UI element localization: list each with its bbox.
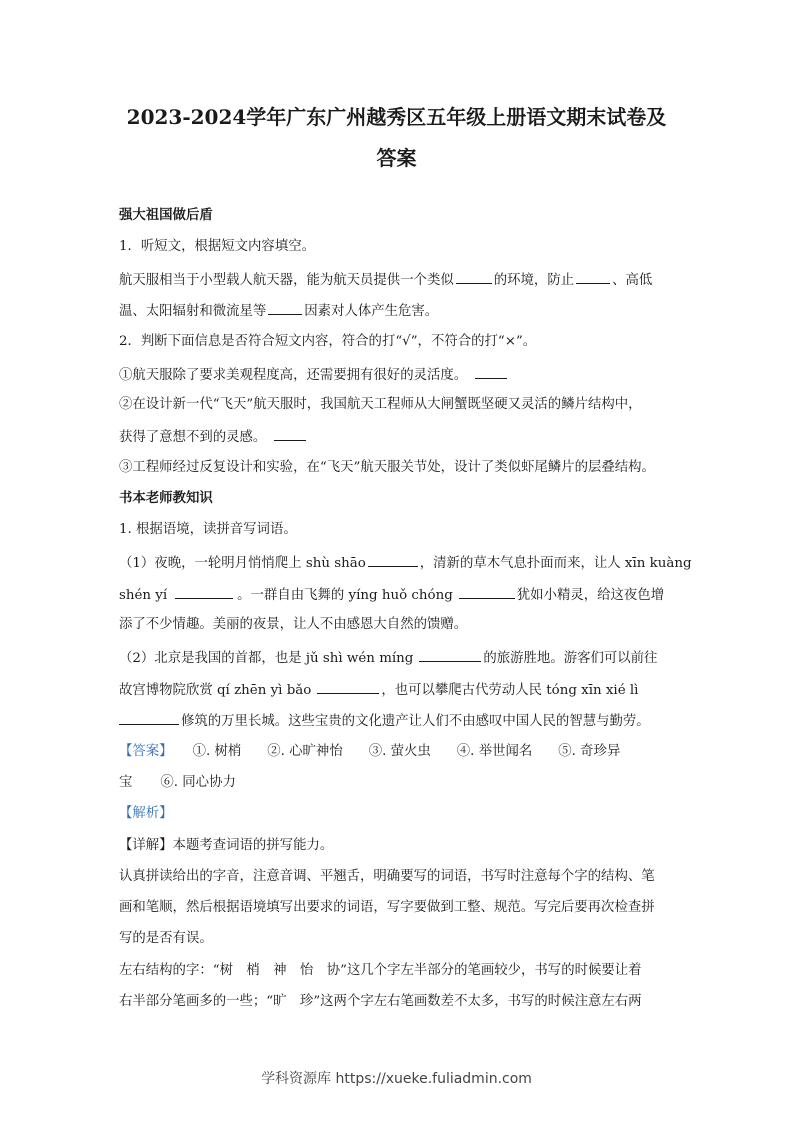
analysis-para1-line2: 画和笔顺，然后根据语境填写出要求的词语，写字要做到工整、规范。写完后要再次检查拼 [119,900,655,915]
text-segment: 航天服相当于小型载人航天器，能为航天员提供一个类似 [119,273,454,288]
text-segment: 修筑的万里长城。这些宝贵的文化遗产让人们不由感叹中国人民的智慧与勤劳。 [181,714,650,729]
question-pinyin-prompt: 1. 根据语境，读拼音写词语。 [119,522,297,537]
text-segment: 犹如小精灵，给这夜色增 [516,588,665,603]
text-segment: 因素对人体产生危害。 [304,304,439,319]
fill-blank[interactable] [317,681,379,694]
analysis-para1-line3: 写的是否有误。 [119,931,213,946]
answer-item: ①. 树梢 [192,744,242,759]
text-segment: shén yí [119,588,168,603]
question-1-line2 [119,302,438,320]
answer-item-continued: 宝 [119,775,133,790]
text-segment: ，也可以攀爬古代劳动人民 tóng xīn xié lì [381,683,639,698]
answer-label: 【答案】 [119,744,173,759]
answer-item: ③. 萤火虫 [368,744,431,759]
text-segment: 、高低 [612,273,653,288]
fill-blank[interactable] [576,271,610,284]
passage-2-line3 [119,712,650,730]
section-heading-1: 强大祖国做后盾 [119,207,213,223]
analysis-para2-line2: 右半部分笔画多的一些；“旷 珍”这两个字左右笔画数差不太多，书写的时候注意左右两 [119,994,642,1009]
question-2-prompt: 2．判断下面信息是否符合短文内容，符合的打“√”，不符合的打“×”。 [119,334,537,349]
fill-blank[interactable] [119,712,179,725]
answer-line2 [119,775,236,791]
text-segment: 的旅游胜地。游客们可以前往 [483,651,658,666]
question-1-prompt: 1．听短文，根据短文内容填空。 [119,239,315,254]
statement-2-line2 [119,428,306,446]
text-segment: 故宫博物院欣赏 qí zhēn yì bǎo [119,683,312,698]
section-heading-2: 书本老师教知识 [119,490,213,506]
question-1-line1 [119,271,652,289]
fill-blank[interactable] [175,586,233,599]
analysis-label: 【解析】 [119,806,173,821]
text-segment: （1）夜晚，一轮明月悄悄爬上 shù shāo [119,556,366,571]
analysis-para2-line1: 左右结构的字：“树 梢 神 怡 协”这几个字左半部分的笔画较少，书写的时候要让着 [119,963,642,978]
text-segment: 温、太阳辐射和微流星等 [119,304,267,319]
page-title-line2: 答案 [376,146,417,170]
judge-blank[interactable] [475,366,507,379]
passage-1-line3: 添了不少情趣。美丽的夜景，让人不由感恩大自然的馈赠。 [119,617,468,632]
answer-line1 [119,744,620,760]
answer-item: ⑥. 同心协力 [160,775,236,790]
fill-blank[interactable] [456,271,492,284]
analysis-detail: 【详解】本题考查词语的拼写能力。 [119,838,334,853]
judge-blank[interactable] [274,428,306,441]
answer-item: ②. 心旷神怡 [267,744,343,759]
statement-1 [119,366,507,384]
answer-item: ⑤. 奇珍异 [558,744,621,759]
fill-blank[interactable] [268,302,302,315]
passage-2-line2 [119,681,638,699]
page-title-line1: 2023-2024学年广东广州越秀区五年级上册语文期末试卷及 [126,105,667,129]
fill-blank[interactable] [419,649,481,662]
passage-1-line2 [119,586,664,604]
text-segment: ①航天服除了要求美观程度高，还需要拥有很好的灵活度。 [119,368,468,383]
statement-2-line1: ②在设计新一代“飞天”航天服时，我国航天工程师从大闸蟹既坚硬又灵活的鳞片结构中， [119,397,642,412]
text-segment: 。一群自由飞舞的 yíng huǒ chóng [237,588,453,603]
text-segment: 的环境，防止 [493,273,575,288]
fill-blank[interactable] [368,554,418,567]
text-segment: （2）北京是我国的首都，也是 jǔ shì wén míng [119,651,414,666]
text-segment: ，清新的草木气息扑面而来，让人 xīn kuàng [419,556,692,571]
fill-blank[interactable] [459,586,515,599]
footer-watermark: 学科资源库 https://xueke.fuliadmin.com [261,1071,532,1087]
passage-1-line1 [119,554,692,572]
analysis-para1-line1: 认真拼读给出的字音，注意音调、平翘舌，明确要写的词语，书写时注意每个字的结构、笔 [119,869,655,884]
passage-2-line1 [119,649,657,667]
statement-3: ③工程师经过反复设计和实验，在“飞天”航天服关节处，设计了类似虾尾鳞片的层叠结构。 [119,460,655,475]
text-segment: 获得了意想不到的灵感。 [119,430,267,445]
answer-item: ④. 举世闻名 [456,744,533,759]
